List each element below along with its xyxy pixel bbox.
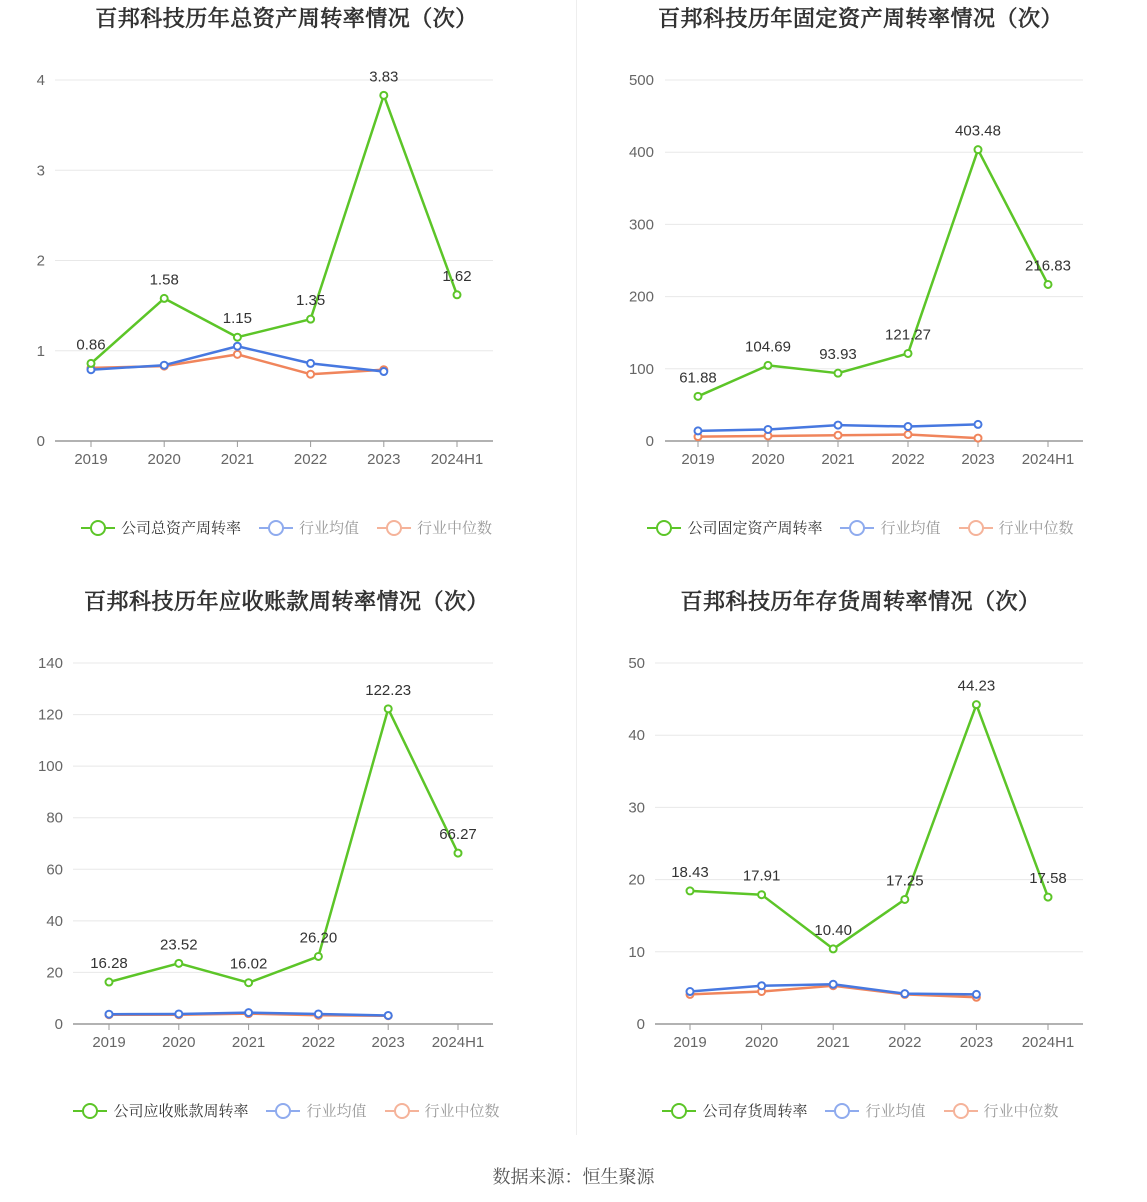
industry-median-series-point [835, 432, 842, 439]
data-label: 1.62 [442, 267, 472, 285]
y-tick-label: 2 [36, 252, 45, 270]
company-series-point [454, 291, 461, 298]
company-series-point [175, 960, 182, 967]
industry-avg-series-point [385, 1012, 392, 1019]
legend-item-industry-median-series[interactable] [959, 517, 1074, 538]
chart-panel-fixed-asset [574, 0, 1147, 583]
y-tick-label: 4 [36, 72, 45, 89]
company-series-point [385, 705, 392, 712]
legend-label: 公司存货周转率 [702, 1103, 808, 1120]
legend-item-company-series[interactable] [647, 517, 822, 538]
company-series-point [380, 92, 387, 99]
industry-avg-series-point [175, 1010, 182, 1017]
company-series-point [765, 362, 772, 369]
legend-symbol [662, 1103, 696, 1119]
data-label: 61.88 [679, 369, 717, 387]
x-tick-label: 2020 [744, 1034, 779, 1051]
y-tick-label: 40 [46, 912, 63, 930]
x-tick-label: 2019 [92, 1034, 126, 1051]
data-label: 122.23 [365, 681, 412, 699]
industry-median-series-point [905, 431, 912, 438]
legend-label: 行业中位数 [424, 1103, 500, 1120]
x-tick-label: 2021 [231, 1034, 266, 1051]
x-tick-label: 2023 [367, 451, 401, 468]
chart-legend [574, 1100, 1147, 1121]
x-tick-label: 2021 [816, 1034, 850, 1051]
legend-symbol [840, 520, 874, 536]
legend-item-industry-avg-series[interactable] [840, 517, 940, 538]
chart-title: 百邦科技历年总资产周转率情况（次） [95, 6, 478, 31]
data-label: 16.28 [90, 955, 128, 973]
legend-item-industry-avg-series[interactable] [259, 517, 359, 538]
y-tick-label: 140 [37, 655, 63, 672]
x-tick-label: 2022 [293, 451, 328, 468]
y-tick-label: 20 [46, 964, 63, 982]
y-tick-label: 400 [628, 144, 654, 162]
industry-avg-series-point [973, 991, 980, 998]
x-tick-label: 2024H1 [431, 1034, 485, 1051]
legend-item-company-series[interactable] [73, 1100, 248, 1121]
data-label: 17.25 [886, 872, 924, 890]
industry-avg-series-point [245, 1009, 252, 1016]
legend-item-industry-median-series[interactable] [944, 1100, 1059, 1121]
data-label: 17.91 [742, 867, 781, 885]
industry-median-series-point [307, 371, 314, 378]
x-tick-label: 2019 [673, 1034, 707, 1051]
industry-avg-series-point [315, 1010, 322, 1017]
company-series-point [901, 896, 908, 903]
industry-avg-series-point [234, 343, 241, 350]
industry-avg-series-point [106, 1011, 113, 1018]
data-label: 10.40 [814, 921, 852, 939]
legend-symbol [259, 520, 293, 536]
industry-avg-series-point [687, 988, 694, 995]
company-series-point [758, 891, 765, 898]
y-tick-label: 100 [37, 758, 63, 776]
data-label: 216.83 [1025, 257, 1071, 275]
legend-symbol [825, 1103, 859, 1119]
y-tick-label: 0 [636, 1016, 645, 1033]
x-tick-label: 2024H1 [430, 451, 484, 468]
y-tick-label: 60 [46, 861, 63, 879]
company-series-point [695, 393, 702, 400]
chart-panel-receivables [0, 583, 573, 1166]
industry-avg-series-point [905, 423, 912, 430]
industry-avg-series-point [307, 360, 314, 367]
chart-plot [574, 583, 1147, 1166]
data-label: 3.83 [369, 68, 399, 86]
industry-avg-series-point [758, 982, 765, 989]
data-label: 17.58 [1029, 870, 1067, 888]
chart-title: 百邦科技历年存货周转率情况（次） [680, 589, 1041, 614]
x-tick-label: 2023 [371, 1034, 405, 1051]
data-label: 121.27 [885, 326, 931, 344]
y-tick-label: 50 [628, 655, 645, 672]
y-tick-label: 0 [54, 1016, 63, 1033]
y-tick-label: 0 [645, 433, 654, 450]
company-series-point [1045, 281, 1052, 288]
y-tick-label: 1 [36, 342, 45, 360]
y-tick-label: 20 [628, 871, 645, 889]
x-tick-label: 2024H1 [1021, 1034, 1075, 1051]
x-tick-label: 2023 [961, 451, 995, 468]
x-tick-label: 2023 [959, 1034, 994, 1051]
chart-panel-total-asset [0, 0, 573, 583]
legend-item-industry-avg-series[interactable] [825, 1100, 925, 1121]
company-series-point [245, 979, 252, 986]
company-series-point [973, 701, 980, 708]
chart-plot [0, 0, 573, 583]
x-tick-label: 2021 [821, 451, 855, 468]
legend-symbol [377, 520, 411, 536]
industry-avg-series-point [830, 981, 837, 988]
data-label: 1.15 [222, 310, 253, 328]
legend-label: 行业均值 [880, 520, 941, 537]
y-tick-label: 80 [46, 809, 63, 827]
x-tick-label: 2020 [147, 451, 181, 468]
x-tick-label: 2020 [751, 451, 785, 468]
industry-median-series-point [234, 351, 241, 358]
y-tick-label: 0 [36, 433, 45, 450]
x-tick-label: 2019 [74, 451, 108, 468]
legend-label: 行业中位数 [983, 1103, 1059, 1120]
company-series-point [234, 334, 241, 341]
company-series-point [88, 360, 95, 367]
company-series-point [905, 350, 912, 357]
company-series-line [698, 150, 1048, 397]
company-series-point [315, 953, 322, 960]
chart-plot [574, 0, 1147, 583]
industry-avg-series-point [695, 427, 702, 434]
x-tick-label: 2022 [301, 1034, 336, 1051]
y-tick-label: 100 [628, 360, 654, 378]
data-label: 1.35 [295, 292, 326, 310]
industry-avg-series-point [975, 421, 982, 428]
legend-item-company-series[interactable] [81, 517, 241, 538]
chart-legend [0, 1100, 573, 1121]
company-series-point [830, 945, 837, 952]
y-tick-label: 30 [628, 799, 645, 817]
chart-title: 百邦科技历年固定资产周转率情况（次） [657, 6, 1063, 31]
industry-avg-series-point [161, 362, 168, 369]
industry-avg-series-point [765, 426, 772, 433]
legend-item-company-series[interactable] [662, 1100, 807, 1121]
data-label: 104.69 [745, 338, 791, 356]
company-series-point [307, 316, 314, 323]
legend-symbol [385, 1103, 419, 1119]
data-label: 26.20 [299, 929, 338, 947]
data-label: 93.93 [819, 346, 857, 364]
company-series-point [106, 979, 113, 986]
legend-item-industry-avg-series[interactable] [266, 1100, 366, 1121]
y-tick-label: 300 [628, 216, 654, 234]
data-label: 403.48 [955, 122, 1001, 140]
chart-legend [574, 517, 1147, 538]
data-label: 66.27 [439, 826, 477, 844]
x-tick-label: 2024H1 [1021, 451, 1075, 468]
legend-label: 行业均值 [865, 1103, 926, 1120]
industry-avg-series-point [901, 990, 908, 997]
y-tick-label: 200 [628, 288, 654, 306]
legend-symbol [81, 520, 115, 536]
company-series-point [161, 295, 168, 302]
legend-label: 公司应收账款周转率 [113, 1103, 249, 1120]
legend-label: 行业中位数 [998, 520, 1074, 537]
legend-item-industry-median-series[interactable] [377, 517, 492, 538]
legend-label: 行业均值 [298, 520, 359, 537]
legend-symbol [266, 1103, 300, 1119]
legend-item-industry-median-series[interactable] [385, 1100, 500, 1121]
chart-title: 百邦科技历年应收账款周转率情况（次） [83, 589, 489, 614]
y-tick-label: 40 [628, 727, 645, 745]
y-tick-label: 120 [37, 706, 63, 724]
legend-label: 公司总资产周转率 [120, 520, 241, 537]
data-label: 18.43 [671, 863, 709, 881]
legend-label: 行业中位数 [417, 520, 493, 537]
data-label: 23.52 [160, 936, 198, 954]
data-label: 0.86 [76, 336, 106, 354]
x-tick-label: 2019 [681, 451, 715, 468]
y-tick-label: 500 [628, 72, 654, 89]
chart-plot [0, 583, 573, 1166]
company-series-line [91, 95, 457, 363]
y-tick-label: 3 [36, 162, 45, 180]
company-series-line [690, 705, 1048, 949]
legend-label: 行业均值 [306, 1103, 367, 1120]
company-series-point [835, 370, 842, 377]
legend-symbol [944, 1103, 978, 1119]
chart-legend [0, 517, 573, 538]
data-label: 16.02 [229, 955, 268, 973]
x-tick-label: 2020 [162, 1034, 196, 1051]
industry-avg-series-point [380, 368, 387, 375]
data-label: 44.23 [957, 677, 996, 695]
data-label: 1.58 [149, 271, 179, 289]
legend-symbol [73, 1103, 107, 1119]
x-tick-label: 2022 [888, 1034, 922, 1051]
industry-median-series-point [975, 435, 982, 442]
x-tick-label: 2022 [891, 451, 925, 468]
y-tick-label: 10 [628, 943, 645, 961]
chart-panel-inventory [574, 583, 1147, 1166]
data-source-note: 数据来源：恒生聚源 [492, 1167, 655, 1187]
legend-symbol [647, 520, 681, 536]
legend-label: 公司固定资产周转率 [687, 520, 823, 537]
company-series-point [975, 146, 982, 153]
company-series-point [687, 887, 694, 894]
industry-avg-series-point [835, 422, 842, 429]
company-series-point [455, 850, 462, 857]
legend-symbol [959, 520, 993, 536]
company-series-point [1045, 894, 1052, 901]
x-tick-label: 2021 [220, 451, 255, 468]
